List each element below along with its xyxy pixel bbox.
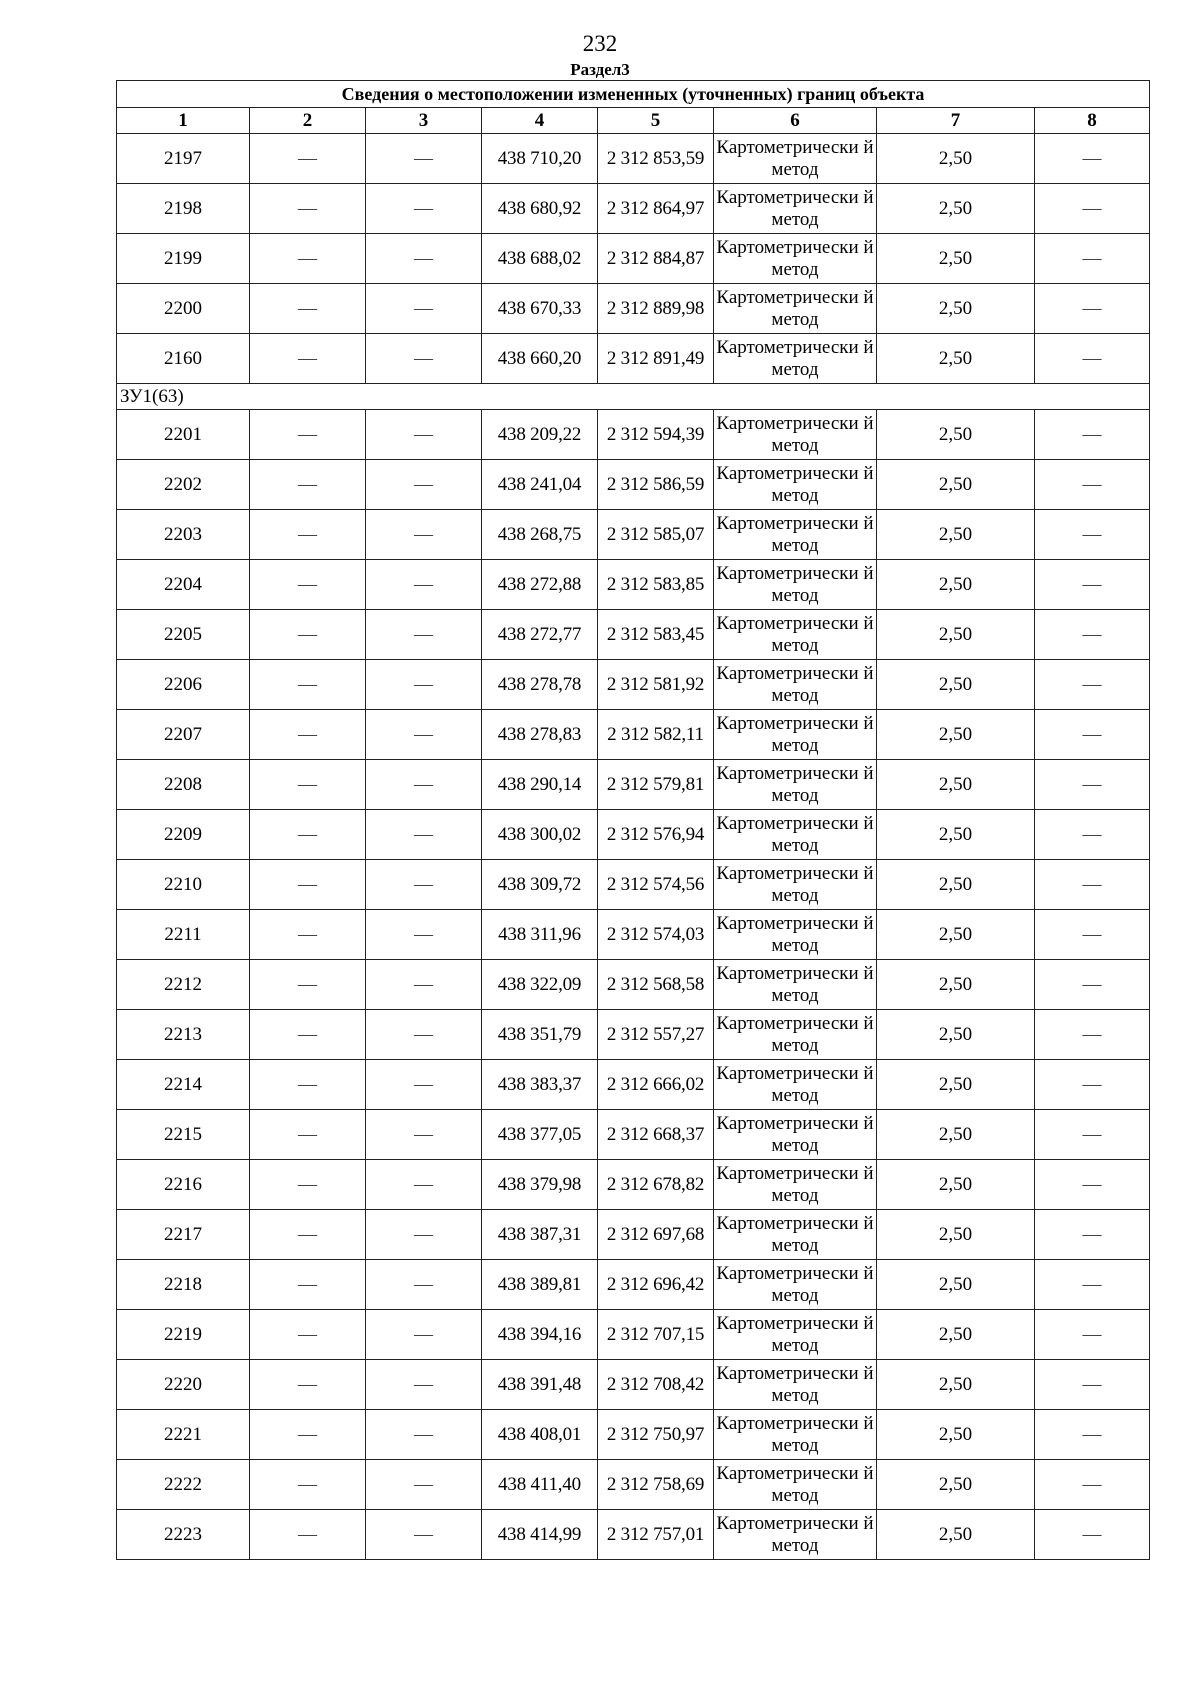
point-number-cell: 2216 [117,1160,250,1210]
method-cell: Картометрически й метод [714,710,877,760]
col8-cell: — [1035,134,1150,184]
method-cell: Картометрически й метод [714,1060,877,1110]
accuracy-cell: 2,50 [877,1310,1035,1360]
point-number-cell: 2213 [117,1010,250,1060]
table-row [117,1010,1150,1060]
x-coordinate-cell: 438 322,09 [482,960,598,1010]
col8-cell: — [1035,610,1150,660]
x-coordinate-cell: 438 408,01 [482,1410,598,1460]
point-number-cell: 2209 [117,810,250,860]
col8-cell: — [1035,1310,1150,1360]
col3-cell: — [366,810,482,860]
y-coordinate-cell: 2 312 757,01 [598,1510,714,1560]
x-coordinate-cell: 438 688,02 [482,234,598,284]
point-number-cell: 2201 [117,410,250,460]
point-number-cell: 2215 [117,1110,250,1160]
col2-cell: — [250,1360,366,1410]
method-cell: Картометрически й метод [714,1010,877,1060]
y-coordinate-cell: 2 312 758,69 [598,1460,714,1510]
table-row [117,760,1150,810]
table-row [117,1410,1150,1460]
y-coordinate-cell: 2 312 574,56 [598,860,714,910]
method-cell: Картометрически й метод [714,910,877,960]
table-row [117,184,1150,234]
accuracy-cell: 2,50 [877,910,1035,960]
point-number-cell: 2203 [117,510,250,560]
x-coordinate-cell: 438 710,20 [482,134,598,184]
x-coordinate-cell: 438 311,96 [482,910,598,960]
table-row [117,1060,1150,1110]
col3-cell: — [366,1060,482,1110]
col2-cell: — [250,1260,366,1310]
col8-cell: — [1035,410,1150,460]
column-header: 2 [250,108,366,134]
table-row [117,1510,1150,1560]
table-row [117,1360,1150,1410]
table-row [117,660,1150,710]
table-row [117,510,1150,560]
point-number-cell: 2208 [117,760,250,810]
col3-cell: — [366,860,482,910]
col3-cell: — [366,234,482,284]
point-number-cell: 2218 [117,1260,250,1310]
accuracy-cell: 2,50 [877,610,1035,660]
method-cell: Картометрически й метод [714,1410,877,1460]
col2-cell: — [250,860,366,910]
point-number-cell: 2220 [117,1360,250,1410]
col2-cell: — [250,960,366,1010]
col3-cell: — [366,1010,482,1060]
col2-cell: — [250,184,366,234]
col2-cell: — [250,910,366,960]
col3-cell: — [366,1460,482,1510]
x-coordinate-cell: 438 377,05 [482,1110,598,1160]
x-coordinate-cell: 438 351,79 [482,1010,598,1060]
column-header-row [117,108,1150,134]
accuracy-cell: 2,50 [877,510,1035,560]
x-coordinate-cell: 438 379,98 [482,1160,598,1210]
column-header: 5 [598,108,714,134]
point-number-cell: 2198 [117,184,250,234]
col2-cell: — [250,1160,366,1210]
table-caption: Сведения о местоположении измененных (уточненных) границ объекта [117,81,1150,108]
table-row [117,960,1150,1010]
accuracy-cell: 2,50 [877,710,1035,760]
accuracy-cell: 2,50 [877,334,1035,384]
method-cell: Картометрически й метод [714,1160,877,1210]
col3-cell: — [366,910,482,960]
col3-cell: — [366,660,482,710]
col8-cell: — [1035,1110,1150,1160]
accuracy-cell: 2,50 [877,234,1035,284]
col3-cell: — [366,1110,482,1160]
col8-cell: — [1035,184,1150,234]
col3-cell: — [366,1510,482,1560]
x-coordinate-cell: 438 391,48 [482,1360,598,1410]
accuracy-cell: 2,50 [877,1360,1035,1410]
accuracy-cell: 2,50 [877,410,1035,460]
accuracy-cell: 2,50 [877,460,1035,510]
x-coordinate-cell: 438 387,31 [482,1210,598,1260]
method-cell: Картометрически й метод [714,184,877,234]
x-coordinate-cell: 438 389,81 [482,1260,598,1310]
col8-cell: — [1035,710,1150,760]
group-label: ЗУ1(63) [117,384,1150,410]
y-coordinate-cell: 2 312 568,58 [598,960,714,1010]
x-coordinate-cell: 438 383,37 [482,1060,598,1110]
col2-cell: — [250,234,366,284]
method-cell: Картометрически й метод [714,860,877,910]
y-coordinate-cell: 2 312 574,03 [598,910,714,960]
col3-cell: — [366,1160,482,1210]
accuracy-cell: 2,50 [877,760,1035,810]
col2-cell: — [250,610,366,660]
table-body [117,134,1150,1560]
col8-cell: — [1035,460,1150,510]
x-coordinate-cell: 438 268,75 [482,510,598,560]
y-coordinate-cell: 2 312 583,45 [598,610,714,660]
col8-cell: — [1035,1260,1150,1310]
col2-cell: — [250,1010,366,1060]
point-number-cell: 2205 [117,610,250,660]
col8-cell: — [1035,760,1150,810]
y-coordinate-cell: 2 312 586,59 [598,460,714,510]
col2-cell: — [250,134,366,184]
col3-cell: — [366,1410,482,1460]
col2-cell: — [250,410,366,460]
col8-cell: — [1035,1410,1150,1460]
accuracy-cell: 2,50 [877,1110,1035,1160]
table-row [117,860,1150,910]
accuracy-cell: 2,50 [877,810,1035,860]
x-coordinate-cell: 438 411,40 [482,1460,598,1510]
point-number-cell: 2197 [117,134,250,184]
x-coordinate-cell: 438 272,77 [482,610,598,660]
table-row [117,234,1150,284]
col2-cell: — [250,334,366,384]
table-row [117,1460,1150,1510]
method-cell: Картометрически й метод [714,610,877,660]
point-number-cell: 2206 [117,660,250,710]
col2-cell: — [250,660,366,710]
col3-cell: — [366,284,482,334]
col3-cell: — [366,1310,482,1360]
method-cell: Картометрически й метод [714,510,877,560]
point-number-cell: 2204 [117,560,250,610]
col2-cell: — [250,510,366,560]
y-coordinate-cell: 2 312 889,98 [598,284,714,334]
x-coordinate-cell: 438 670,33 [482,284,598,334]
col8-cell: — [1035,1360,1150,1410]
x-coordinate-cell: 438 290,14 [482,760,598,810]
accuracy-cell: 2,50 [877,1060,1035,1110]
col8-cell: — [1035,960,1150,1010]
x-coordinate-cell: 438 414,99 [482,1510,598,1560]
y-coordinate-cell: 2 312 583,85 [598,560,714,610]
col3-cell: — [366,184,482,234]
page-number: 232 [582,31,618,56]
col2-cell: — [250,760,366,810]
accuracy-cell: 2,50 [877,1510,1035,1560]
col3-cell: — [366,460,482,510]
x-coordinate-cell: 438 309,72 [482,860,598,910]
x-coordinate-cell: 438 278,83 [482,710,598,760]
col8-cell: — [1035,860,1150,910]
y-coordinate-cell: 2 312 594,39 [598,410,714,460]
col3-cell: — [366,960,482,1010]
point-number-cell: 2202 [117,460,250,510]
point-number-cell: 2207 [117,710,250,760]
accuracy-cell: 2,50 [877,1210,1035,1260]
col3-cell: — [366,1210,482,1260]
point-number-cell: 2211 [117,910,250,960]
method-cell: Картометрически й метод [714,660,877,710]
method-cell: Картометрически й метод [714,810,877,860]
point-number-cell: 2212 [117,960,250,1010]
accuracy-cell: 2,50 [877,1160,1035,1210]
section-title: Раздел3 [570,60,630,79]
y-coordinate-cell: 2 312 707,15 [598,1310,714,1360]
method-cell: Картометрически й метод [714,1260,877,1310]
accuracy-cell: 2,50 [877,184,1035,234]
col8-cell: — [1035,284,1150,334]
col8-cell: — [1035,334,1150,384]
method-cell: Картометрически й метод [714,134,877,184]
col2-cell: — [250,1410,366,1460]
point-number-cell: 2221 [117,1410,250,1460]
y-coordinate-cell: 2 312 579,81 [598,760,714,810]
accuracy-cell: 2,50 [877,860,1035,910]
y-coordinate-cell: 2 312 853,59 [598,134,714,184]
col8-cell: — [1035,1060,1150,1110]
x-coordinate-cell: 438 241,04 [482,460,598,510]
table-row [117,410,1150,460]
y-coordinate-cell: 2 312 864,97 [598,184,714,234]
table-row [117,1260,1150,1310]
method-cell: Картометрически й метод [714,334,877,384]
table-row [117,910,1150,960]
col8-cell: — [1035,560,1150,610]
col8-cell: — [1035,660,1150,710]
y-coordinate-cell: 2 312 678,82 [598,1160,714,1210]
x-coordinate-cell: 438 272,88 [482,560,598,610]
table-row [117,810,1150,860]
col2-cell: — [250,1310,366,1360]
method-cell: Картометрически й метод [714,760,877,810]
point-number-cell: 2219 [117,1310,250,1360]
point-number-cell: 2222 [117,1460,250,1510]
col2-cell: — [250,1110,366,1160]
column-header: 7 [877,108,1035,134]
col8-cell: — [1035,1510,1150,1560]
y-coordinate-cell: 2 312 557,27 [598,1010,714,1060]
col8-cell: — [1035,234,1150,284]
method-cell: Картометрически й метод [714,1210,877,1260]
table-row [117,134,1150,184]
method-cell: Картометрически й метод [714,1460,877,1510]
col2-cell: — [250,284,366,334]
accuracy-cell: 2,50 [877,284,1035,334]
col2-cell: — [250,460,366,510]
col8-cell: — [1035,810,1150,860]
x-coordinate-cell: 438 680,92 [482,184,598,234]
col8-cell: — [1035,1160,1150,1210]
col2-cell: — [250,810,366,860]
y-coordinate-cell: 2 312 708,42 [598,1360,714,1410]
table-row [117,1310,1150,1360]
method-cell: Картометрически й метод [714,560,877,610]
col3-cell: — [366,134,482,184]
col8-cell: — [1035,1010,1150,1060]
col2-cell: — [250,1460,366,1510]
col3-cell: — [366,510,482,560]
table-row [117,560,1150,610]
y-coordinate-cell: 2 312 581,92 [598,660,714,710]
table-row [117,610,1150,660]
column-header: 8 [1035,108,1150,134]
col3-cell: — [366,560,482,610]
col2-cell: — [250,1510,366,1560]
method-cell: Картометрически й метод [714,284,877,334]
method-cell: Картометрически й метод [714,1310,877,1360]
table-row [117,1210,1150,1260]
col8-cell: — [1035,1210,1150,1260]
y-coordinate-cell: 2 312 696,42 [598,1260,714,1310]
method-cell: Картометрически й метод [714,1110,877,1160]
method-cell: Картометрически й метод [714,410,877,460]
column-header: 6 [714,108,877,134]
y-coordinate-cell: 2 312 576,94 [598,810,714,860]
x-coordinate-cell: 438 209,22 [482,410,598,460]
x-coordinate-cell: 438 278,78 [482,660,598,710]
y-coordinate-cell: 2 312 884,87 [598,234,714,284]
boundary-coordinates-table [116,80,1150,1560]
point-number-cell: 2217 [117,1210,250,1260]
x-coordinate-cell: 438 660,20 [482,334,598,384]
col8-cell: — [1035,1460,1150,1510]
x-coordinate-cell: 438 300,02 [482,810,598,860]
col3-cell: — [366,710,482,760]
accuracy-cell: 2,50 [877,660,1035,710]
col2-cell: — [250,1060,366,1110]
y-coordinate-cell: 2 312 891,49 [598,334,714,384]
method-cell: Картометрически й метод [714,1360,877,1410]
table-row [117,460,1150,510]
col3-cell: — [366,1260,482,1310]
point-number-cell: 2214 [117,1060,250,1110]
accuracy-cell: 2,50 [877,1260,1035,1310]
accuracy-cell: 2,50 [877,1460,1035,1510]
method-cell: Картометрически й метод [714,960,877,1010]
table-row [117,284,1150,334]
table-row [117,334,1150,384]
accuracy-cell: 2,50 [877,960,1035,1010]
accuracy-cell: 2,50 [877,560,1035,610]
col3-cell: — [366,410,482,460]
column-header: 1 [117,108,250,134]
col8-cell: — [1035,910,1150,960]
col2-cell: — [250,560,366,610]
col3-cell: — [366,1360,482,1410]
column-header: 3 [366,108,482,134]
y-coordinate-cell: 2 312 585,07 [598,510,714,560]
method-cell: Картометрически й метод [714,1510,877,1560]
accuracy-cell: 2,50 [877,134,1035,184]
point-number-cell: 2200 [117,284,250,334]
col2-cell: — [250,1210,366,1260]
point-number-cell: 2210 [117,860,250,910]
y-coordinate-cell: 2 312 697,68 [598,1210,714,1260]
point-number-cell: 2199 [117,234,250,284]
method-cell: Картометрически й метод [714,234,877,284]
col3-cell: — [366,334,482,384]
method-cell: Картометрически й метод [714,460,877,510]
column-header: 4 [482,108,598,134]
y-coordinate-cell: 2 312 666,02 [598,1060,714,1110]
accuracy-cell: 2,50 [877,1410,1035,1460]
point-number-cell: 2223 [117,1510,250,1560]
col3-cell: — [366,760,482,810]
y-coordinate-cell: 2 312 750,97 [598,1410,714,1460]
table-row [117,710,1150,760]
table-row [117,1160,1150,1210]
accuracy-cell: 2,50 [877,1010,1035,1060]
y-coordinate-cell: 2 312 582,11 [598,710,714,760]
x-coordinate-cell: 438 394,16 [482,1310,598,1360]
y-coordinate-cell: 2 312 668,37 [598,1110,714,1160]
col2-cell: — [250,710,366,760]
col3-cell: — [366,610,482,660]
table-row [117,1110,1150,1160]
col8-cell: — [1035,510,1150,560]
group-row [117,384,1150,410]
point-number-cell: 2160 [117,334,250,384]
